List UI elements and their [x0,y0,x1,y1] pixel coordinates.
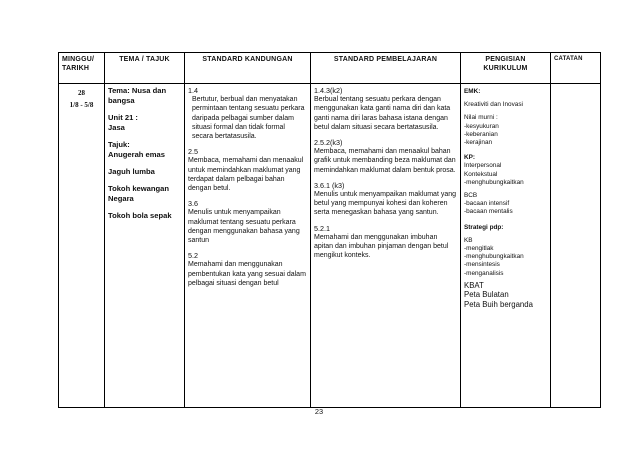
kp-heading: KP: [464,154,476,162]
kbat-item: Peta Bulatan [464,290,509,300]
tajuk-item: Tokoh kewangan Negara [108,184,170,203]
kp-item: Interpersonal [464,162,502,170]
bcb-item: -bacaan mentalis [464,208,513,216]
kb-item: -menganalisis [464,269,504,277]
bcb-item: -bacaan intensif [464,200,510,208]
bcb-heading: BCB [464,192,478,200]
sp-code: 5.2.1 [314,223,330,233]
week-number: 28 [78,89,85,97]
sk-code: 1.4 [188,86,198,95]
sp-code: 3.6.1 (k3) [314,180,345,190]
kb-item: -menghubungkaitkan [464,253,524,261]
emk-item: Kreativiti dan Inovasi [464,101,523,109]
sk-desc: Bertutur, berbual dan menyatakan permintaan tentang sesuatu perkara daripada pelbagai sumber dalam situasi formal dan tidak formal secara bertatasusila. [192,96,305,141]
tajuk-label: Tajuk: [108,140,130,149]
nilai-item: -kesyukuran [464,122,499,130]
sp-item [314,138,457,175]
strategi-heading: Strategi pdp: [464,223,504,231]
header-pengisian-kurikulum: PENGISIAN KURIKULUM [461,53,551,84]
kp-item: Kontekstual [464,170,498,178]
tema-cell [105,84,185,408]
kb-item: -mensintesis [464,261,500,269]
sk-desc: Memahami dan menggunakan pembentukan kata yang sesuai dalam pelbagai situasi dengan betul [188,261,306,287]
nilai-item: -keberanian [464,130,498,138]
sp-code: 1.4.3(k2) [314,86,343,95]
sk-desc: Menulis untuk menyampaikan maklumat tentang sesuatu perkara dengan menggunakan bahasa yang santun [188,209,300,245]
tajuk-item: Anugerah emas [108,150,165,159]
sp-desc: Berbual tentang sesuatu perkara dengan menggunakan kata ganti nama diri dan kata ganti nama diri laras bahasa istana dengan betul dalam situasi secara bertatasusila. [314,96,451,131]
unit-name: Jasa [108,123,125,132]
standard-pembelajaran-cell [311,84,461,408]
sp-desc: Menulis untuk menyampaikan maklumat yang betul yang mempunyai kohesi dan koheren serta menegaskan bahasa yang santun. [314,191,457,217]
kp-item: -menghubungkaitkan [464,178,524,186]
emk-heading: EMK: [464,88,481,95]
week-date: 1/8 - 5/8 [69,101,94,110]
sk-item [188,147,307,193]
sp-desc: Memahami dan menggunakan imbuhan apitan dan imbuhan pinjaman dengan betul mengikut konteks. [314,233,449,260]
nilai-item: -kerajinan [464,139,493,147]
sp-desc: Membaca, memahami dan menaakul bahan grafik untuk membanding beza maklumat dan memindahkan maklumat dalam bentuk prosa. [314,148,456,174]
nilai-heading: Nilai murni : [464,114,498,122]
header-row [59,53,601,84]
sk-item [188,251,307,288]
kbat-heading: KBAT [464,280,484,290]
header-catatan: CATATAN [551,53,601,84]
sp-item [314,86,457,132]
header-minggu: MINGGU/ TARIKH [59,53,105,84]
sk-code: 5.2 [188,251,198,261]
lesson-plan-table [58,52,601,408]
week-cell [59,84,105,408]
unit-label: Unit 21 : [108,113,138,122]
sk-code: 3.6 [188,199,198,209]
tajuk-item: Tokoh bola sepak [108,211,172,220]
content-row [59,84,601,408]
sk-code: 2.5 [188,147,198,157]
sk-desc: Membaca, memahami dan menaakul untuk memindahkan maklumat yang terdapat dalam pelbagai bahan dengan betul. [188,157,304,193]
header-standard-pembelajaran: STANDARD PEMBELAJARAN [311,53,461,84]
catatan-cell [551,84,601,408]
standard-kandungan-cell [185,84,311,408]
kb-heading: KB [464,236,473,244]
page-number: 23 [314,407,324,416]
sp-item [314,181,457,218]
header-tema: TEMA / TAJUK [105,53,185,84]
sk-item [188,199,307,245]
sp-code: 2.5.2(k3) [314,138,343,148]
kbat-item: Peta Buih berganda [464,300,533,310]
pengisian-kurikulum-cell [461,84,551,408]
tajuk-item: Jaguh lumba [108,167,155,176]
sp-item [314,224,457,261]
sk-item [188,86,307,141]
tema-label: Tema: Nusa dan bangsa [108,86,167,105]
header-standard-kandungan: STANDARD KANDUNGAN [185,53,311,84]
kb-item: -mengitlak [464,245,494,253]
